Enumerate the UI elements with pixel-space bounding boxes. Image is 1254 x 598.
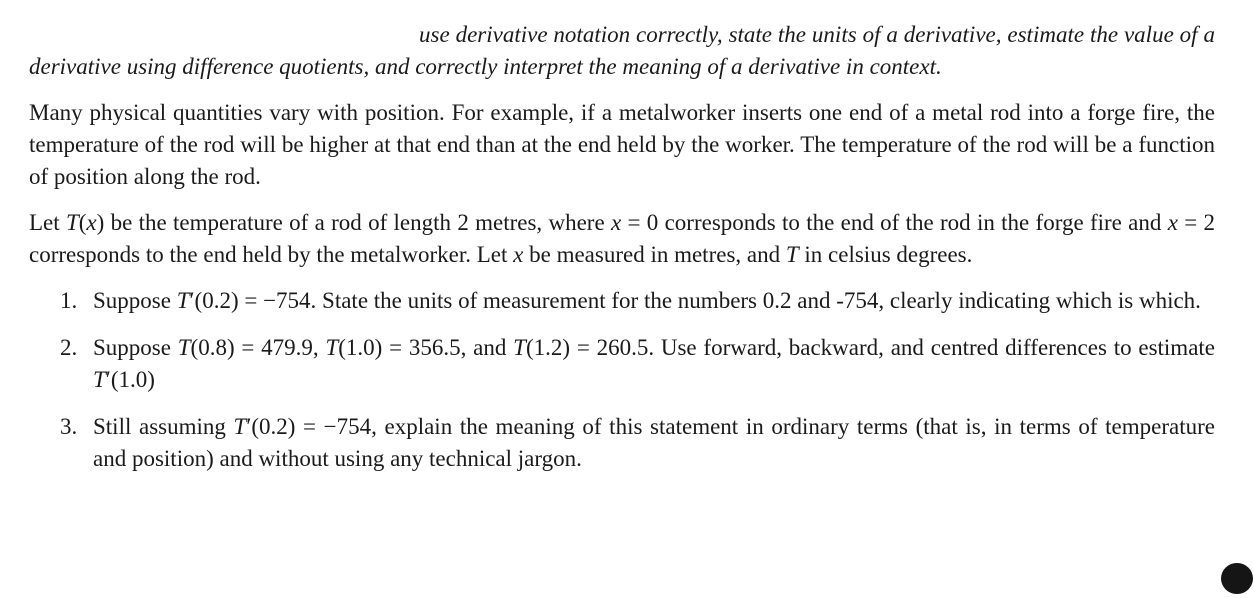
text-segment: (1.0) = 356.5, and bbox=[338, 335, 514, 360]
math-var-x: x bbox=[1167, 210, 1178, 235]
document-page bbox=[29, 19, 1215, 490]
math-var-T: T bbox=[65, 210, 79, 235]
text-segment: Suppose bbox=[93, 335, 178, 360]
ink-blot bbox=[1221, 563, 1253, 594]
text-segment: ′(0.2) = −754. State the units of measurement for the numbers 0.2 and -754, clearly indicating which is which. bbox=[189, 288, 1201, 313]
list-item bbox=[29, 285, 1215, 317]
math-var-T: T bbox=[176, 288, 190, 313]
learning-objectives-text: use derivative notation correctly, state the units of a derivative, estimate the value of a derivative using difference quotients, and correctly interpret the meaning of a derivative in context. bbox=[29, 22, 1215, 79]
math-var-T: T bbox=[785, 242, 799, 267]
text-segment: (1.2) = 260.5. Use forward, backward, and centred differences to estimate bbox=[525, 335, 1216, 360]
list-item bbox=[29, 411, 1215, 475]
text-segment: ′(1.0) bbox=[105, 367, 155, 392]
text-segment: in celsius degrees. bbox=[798, 242, 973, 267]
math-var-x: x bbox=[513, 242, 524, 267]
text-segment: Still assuming bbox=[93, 414, 234, 439]
math-var-x: x bbox=[86, 210, 97, 235]
text-segment: = 0 corresponds to the end of the rod in the forge fire and bbox=[621, 210, 1168, 235]
math-var-T: T bbox=[177, 335, 191, 360]
list-item bbox=[29, 332, 1215, 396]
text-segment: (0.8) = 479.9, bbox=[190, 335, 326, 360]
paragraph-physical-quantities: Many physical quantities vary with position. For example, if a metalworker inserts one end of a metal rod into a forge fire, the temperature of the rod will be higher at that end than at the end held by the worker. The temperature of the rod will be a function of position along the rod. bbox=[29, 100, 1215, 189]
math-var-T: T bbox=[93, 367, 106, 392]
paragraph-rod-definition bbox=[29, 207, 1215, 271]
math-var-T: T bbox=[325, 335, 339, 360]
text-segment: ) be the temperature of a rod of length 2 metres, where bbox=[96, 210, 611, 235]
text-segment: be measured in metres, and bbox=[523, 242, 786, 267]
text-segment: ′(0.2) = −754, explain the meaning of this statement in ordinary terms (that is, in terms of temperature and position) and without using any technical jargon. bbox=[93, 414, 1215, 471]
text-segment: ( bbox=[78, 210, 87, 235]
math-var-T: T bbox=[233, 414, 247, 439]
question-list bbox=[29, 285, 1215, 475]
item-number: 3. bbox=[60, 414, 78, 439]
text-segment: = 2 corresponds to the end held by the metalworker. Let bbox=[29, 210, 1215, 267]
text-segment: Suppose bbox=[93, 288, 177, 313]
math-var-x: x bbox=[610, 210, 622, 235]
item-number: 1. bbox=[60, 288, 78, 313]
math-var-T: T bbox=[513, 335, 526, 360]
text-segment: Let bbox=[29, 210, 66, 235]
item-number: 2. bbox=[60, 335, 78, 360]
